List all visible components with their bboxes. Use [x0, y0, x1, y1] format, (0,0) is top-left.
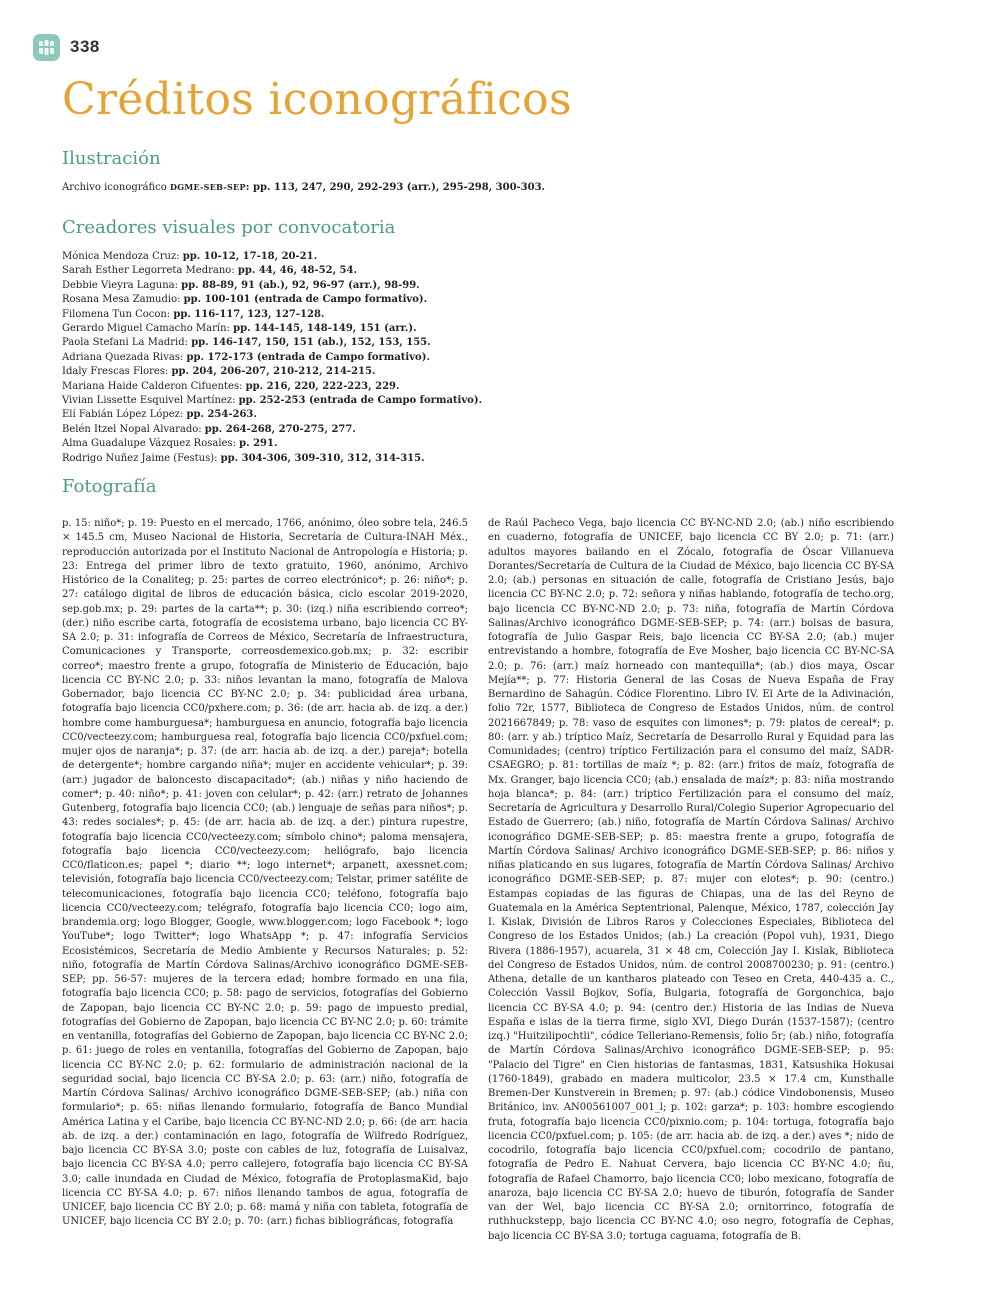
page-title: Créditos iconográficos — [62, 74, 572, 125]
ilustracion-prefix: Archivo iconográfico — [62, 182, 170, 193]
section-heading-creadores: Creadores visuales por convocatoria — [62, 217, 396, 238]
list-item: Mariana Haide Calderon Cifuentes: pp. 216, 220, 222-223, 229. — [62, 380, 400, 392]
list-item: Sarah Esther Legorreta Medrano: pp. 44, 46, 48-52, 54. — [62, 265, 357, 277]
list-item: Vivian Lissette Esquivel Martínez: pp. 252-253 (entrada de Campo formativo). — [62, 395, 483, 407]
teal-folio-glyph-icon — [33, 34, 60, 61]
section-heading-fotografia: Fotografía — [62, 476, 157, 497]
credits-text-left: p. 15: niño*; p. 19: Puesto en el mercado, 1766, anónimo, óleo sobre tela, 246.5 × 145.5 cm, Museo Nacional de Historia, Secretaría de Cultura-INAH Méx., reproducción autorizada por el Instituto Nacional de Antropología e Historia; p. 23: Entrega del primer libro de texto gratuito, 1960, anónimo, Archivo Histórico de la Conaliteg; p. 25: partes de correo electrónico*; p. 26: niño*; p. 27: catálogo digital de libros de educación básica, ciclo escolar 2019-2020, sep.gob.mx; p. 29: partes de la carta**; p. 30: (izq.) niña escribiendo correo*; (der.) niño escribe carta, fotografía de ecosistema urbano, bajo licencia CC BY-SA 2.0; p. 31: infografía de Correos de México, Secretaría de Infraestructura, Comunicaciones y Transporte, correosdemexico.gob.mx; p. 32: escribir correo*; maestro frente a grupo, fotografía de Ministerio de Educación, bajo licencia CC BY-NC 2.0; p. 33: niños levantan la mano, fotografía de Malova Gobernador, bajo licencia CC BY-NC 2.0; p. 34: publicidad área urbana, fotografía bajo licencia CC0/pxhere.com; p. 36: (de arr. hacia ab. de izq. a der.) hombre come hamburguesa*; hamburguesa en anuncio, fotografía bajo licencia CC0/vecteezy.com; hamburguesa real, fotografía bajo licencia CC0/pxfuel.com; mujer ojos de naranja*; p. 37: (de arr. hacia ab. de izq. a der.) pareja*; botella de detergente*; hombre cargando niña*; mujer en accidente vehicular*; p. 39: (arr.) jugador de baloncesto discapacitado*; (ab.) niñas y niño haciendo de comer*; p. 40: niño*; p. 41: joven con celular*; p. 42: (arr.) retrato de Johannes Gutenberg, fotografía bajo licencia CC0; (ab.) lenguaje de señas para niños*; p. 43: redes sociales*; p. 45: (de arr. hacia ab. de izq. a der.) pintura rupestre, fotografía bajo licencia CC0/vecteezy.com; símbolo chino*; paloma mensajera, fotografía bajo licencia CC0/vecteezy.com; heliógrafo, bajo licencia CC0/flaticon.es; papel *; diario **; logo internet*; arpanett, axessnet.com; televisión, fotografía bajo licencia CC0/vecteezy.com; Telstar, primer satélite de telecomunicaciones, fotografía bajo licencia CC0; teléfono, fotografía bajo licencia CC0/vecteezy.com; telégrafo, fotografía bajo licencia CC0; logo aim, brandemia.org; logo Blogger, Google, www.blogger.com; logo Facebook *; logo YouTube*; logo Twitter*; logo WhatsApp *; p. 47: infografía Servicios Ecosistémicos, Secretaría de Medio Ambiente y Recursos Naturales; p. 52: niño, fotografía de Martín Córdova Salinas/Archivo iconográfico DGME-SEB-SEP; pp. 56-57: mujeres de la tercera edad; hombre formado en una fila, fotografía bajo licencia CC0; p. 58: pago de servicios, fotografías del Gobierno de Zapopan, bajo licencia CC BY-NC 2.0; p. 59: pago de impuesto predial, fotografías del Gobierno de Zapopan, bajo licencia CC BY-NC 2.0; p. 60: trámite en ventanilla, fotografías del Gobierno de Zapopan, bajo licencia CC BY-NC 2.0; p. 61: juego de roles en ventanilla, fotografías del Gobierno de Zapopan, bajo licencia CC BY-NC 2.0; p. 62: formulario de administración nacional de la seguridad social, bajo licencia CC BY-SA 2.0; p. 63: (arr.) niño, fotografía de Martín Córdova Salinas/ Archivo iconográfico DGME-SEB-SEP; (ab.) niña con formulario*; p. 65: niñas llenando formulario, fotografía de Banco Mundial América Latina y el Caribe, bajo licencia CC BY-NC-ND 2.0; p. 66: (de arr. hacia ab. de izq. a der.) contaminación en lago, fotografía de Wilfredo Rodríguez, bajo licencia CC BY-SA 3.0; poste con cables de luz, fotografía de Luisalvaz, bajo licencia CC BY-SA 4.0; perro callejero, fotografía bajo licencia CC BY-SA 3.0; calle inundada en Ciudad de México, fotografía de ProtoplasmaKid, bajo licencia CC BY-SA 4.0; p. 67: niños llenando tambos de agua, fotografía de UNICEF, bajo licencia CC BY 2.0; p. 68: mamá y niña con tableta, fotografía de UNICEF, bajo licencia CC BY 2.0; p. 70: (arr.) fichas bibliográficas, fotografía — [62, 518, 468, 1228]
page-number: 338 — [70, 37, 100, 56]
ilustracion-pages: : pp. 113, 247, 290, 292-293 (arr.), 295-298, 300-303. — [245, 182, 546, 193]
page-header — [33, 33, 100, 61]
list-item: Rodrigo Nuñez Jaime (Festus): pp. 304-306, 309-310, 312, 314-315. — [62, 452, 425, 464]
credits-column-right — [488, 517, 894, 1244]
list-item: Gerardo Miguel Camacho Marín: pp. 144-145, 148-149, 151 (arr.). — [62, 323, 417, 335]
list-item: Belén Itzel Nopal Alvarado: pp. 264-268, 270-275, 277. — [62, 423, 356, 435]
list-item: Rosana Mesa Zamudio: pp. 100-101 (entrada de Campo formativo). — [62, 294, 428, 306]
list-item: Debbie Vieyra Laguna: pp. 88-89, 91 (ab.), 92, 96-97 (arr.), 98-99. — [62, 279, 420, 291]
list-item: Paola Stefani La Madrid: pp. 146-147, 150, 151 (ab.), 152, 153, 155. — [62, 337, 431, 349]
list-item: Adriana Quezada Rivas: pp. 172-173 (entrada de Campo formativo). — [62, 351, 430, 363]
list-item: Alma Guadalupe Vázquez Rosales: p. 291. — [62, 438, 278, 450]
list-item: Elí Fabián López López: pp. 254-263. — [62, 409, 257, 421]
credits-column-left — [62, 517, 468, 1230]
archive-code: DGME-SEB-SEP — [169, 182, 246, 192]
credits-text-right: de Raúl Pacheco Vega, bajo licencia CC BY-NC-ND 2.0; (ab.) niño escribiendo en cuaderno, fotografía de UNICEF, bajo licencia CC BY 2.0; p. 71: (arr.) adultos mayores bailando en el Zócalo, fotografía de Óscar Villanueva Dorantes/Secretaría de Cultura de la Ciudad de México, bajo licencia CC BY-SA 2.0; (ab.) personas en situación de calle, fotografía de Cristiano Jesús, bajo licencia CC BY-NC 2.0; p. 72: señora y niñas hablando, fotografía de techo.org, bajo licencia CC BY-NC-ND 2.0; p. 73: niña, fotografía de Martín Córdova Salinas/Archivo iconográfico DGME-SEB-SEP; p. 74: (arr.) bolsas de basura, fotografía de Julio Gaspar Reis, bajo licencia CC BY-SA 2.0; (ab.) mujer entrevistando a hombre, fotografía de Eve Mosher, bajo licencia CC BY-NC-SA 2.0; p. 76: (arr.) maíz horneado con mantequilla*; (ab.) dios maya, Oscar Mejía**; p. 77: Historia General de las Cosas de Nueva España de Fray Bernardino de Sahagún. Códice Florentino. Libro IV. El Arte de la Adivinación, folio 72r, 1577, Biblioteca de Congreso de Estados Unidos, núm. de control 2021667849; p. 78: vaso de esquites con limones*; p. 79: platos de cereal*; p. 80: (arr. y ab.) tríptico Maíz, Secretaría de Desarrollo Rural y Equidad para las Comunidades; (centro) tríptico Fertilización para el consumo del maíz, SADR-CSAEGRO; p. 81: tortillas de maíz *; p. 82: (arr.) fritos de maíz, fotografía de Mx. Granger, bajo licencia CC0; (ab.) ensalada de maíz*; p. 83: niña mostrando hoja blanca*; p. 84: (arr.) tríptico Fertilización para el consumo del maíz, Secretaría de Agricultura y Desarrollo Rural/Colegio Superior Agropecuario del Estado de Guerrero; (ab.) niño, fotografía de Martín Córdova Salinas/ Archivo iconográfico DGME-SEB-SEP; p. 85: maestra frente a grupo, fotografía de Martín Córdova Salinas/ Archivo iconográfico DGME-SEB-SEP; p. 86: niños y niñas platicando en sus lugares, fotografía de Martín Córdova Salinas/ Archivo iconográfico DGME-SEB-SEP; p. 87: mujer con elotes*; p. 90: (centro.) Estampas copiadas de las figuras de Chiapas, una de las del Reyno de Guatemala en la América Septentrional, Palenque, México, 1787, colección Jay I. Kislak, División de Libros Raros y Colecciones Especiales, Biblioteca del Congreso de los Estados Unidos; (ab.) La creación (Popol vuh), 1931, Diego Rivera (1886-1957), acuarela, 31 × 48 cm, Colección Jay I. Kislak, Biblioteca del Congreso de Estados Unidos, núm. de control 2008700230; p. 91: (centro.) Athena, detalle de un kantharos plateado con Teseo en Creta, 440-435 a. C., Colección Vassil Bojkov, Sofía, Bulgaria, fotografía de Gorgonchica, bajo licencia CC BY-SA 4.0; p. 94: (centro der.) Historia de las Indias de Nueva España e islas de la tierra firme, siglo XVI, Diego Durán (1537-1587); (centro izq.) "Huitzilipochtli", códice Telleriano-Remensis, folio 5r; (ab.) niño, fotografía de Martín Córdova Salinas/Archivo iconográfico DGME-SEB-SEP; p. 95: "Palacio del Tigre" en Cien historias de fantasmas, 1831, Katsushika Hokusai (1760-1849), grabado en madera multicolor, 23.5 × 17.4 cm, Kunsthalle Bremen-Der Kunstverein in Bremen; p. 97: (ab.) códice Vindobonensis, Museo Británico, inv. AN00561007_001_l; p. 102: garza*; p. 103: hombre escogiendo fruta, fotografía bajo licencia CC0/pixnio.com; p. 104: tortuga, fotografía bajo licencia CC0/pxfuel.com; p. 105: (de arr. hacia ab. de izq. a der.) aves *; nido de cocodrilo, fotografía bajo licencia CC0/pxfuel.com; cocodrilo de pantano, fotografía de Pedro E. Nahuat Cervera, bajo licencia CC BY-NC 4.0; ñu, fotografía de Rafael Chamorro, bajo licencia CC0; lobo mexicano, fotografía de anaroza, bajo licencia CC BY-SA 2.0; huevo de tiburón, fotografía de Sander van der Wel, bajo licencia CC BY-SA 2.0; ornitorrinco, fotografía de ruthhuckstepp, bajo licencia CC BY-NC 4.0; oso negro, fotografía de Cephas, bajo licencia CC BY-SA 3.0; tortuga caguama, fotografía de B. — [488, 518, 894, 1242]
ilustracion-credit — [62, 181, 545, 194]
section-heading-ilustracion: Ilustración — [62, 148, 161, 169]
list-item: Filomena Tun Cocon: pp. 116-117, 123, 127-128. — [62, 308, 325, 320]
list-item: Mónica Mendoza Cruz: pp. 10-12, 17-18, 20-21. — [62, 251, 318, 262]
list-item: Idaly Frescas Flores: pp. 204, 206-207, 210-212, 214-215. — [62, 366, 376, 378]
creators-list — [62, 250, 482, 466]
